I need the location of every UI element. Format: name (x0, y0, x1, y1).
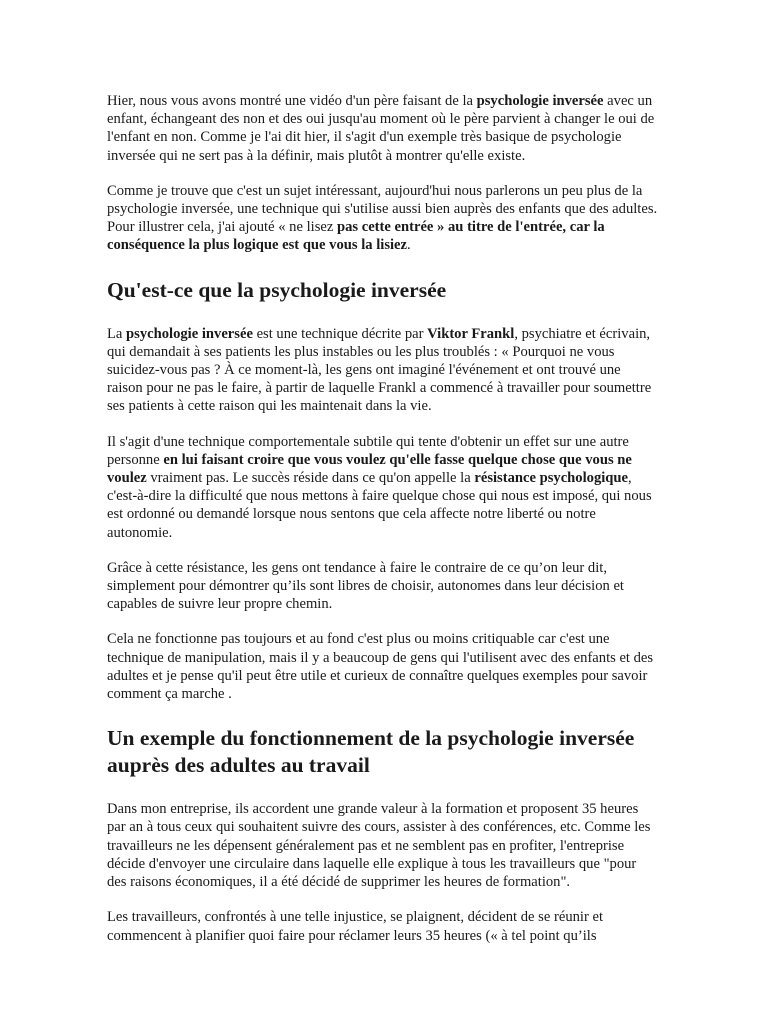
bold-text: Viktor Frankl (427, 325, 515, 342)
bold-text: pas cette entrée » au titre de l'entrée, car la conséquence la plus logique est que vous la lisiez (107, 219, 605, 254)
text-run: Il s'agit d'une technique comportementale subtile qui tente d'obtenir un effet sur une autre personne (107, 433, 629, 468)
section-heading-definition: Qu'est-ce que la psychologie inversée (107, 277, 447, 302)
bold-text: psychologie inversée (126, 325, 253, 342)
paragraph-critique: Cela ne fonctionne pas toujours et au fond c'est plus ou moins critiquable car c'est une technique de manipulation, mais il y a beaucoup de gens qui l'utilisent avec des enfants et des adultes et je pense qu'il peut être utile et curieux de connaître quelques exemples pour savoir comment ça marche . (107, 631, 654, 703)
text-run: , psychiatre et écrivain, qui demandait à ses patients les plus instables ou les plus troublés : « Pourquoi ne vous suicidez-vous pas ? À ce moment-là, les gens ont imaginé l'événement et ont trouvé une raison pour ne pas le faire, à partir de laquelle Frankl a commencé à travailler pour soumettre ses patients à cette raison qui les maintenait dans la vie. (107, 325, 652, 415)
paragraph-frankl (107, 325, 658, 416)
text-run: avec un enfant, échangeant des non et des oui jusqu'au moment où le père parvient à changer le oui de l'enfant en non. Comme je l'ai dit hier, il s'agit d'un exemple très basique de psychologie inversée qui ne sert pas à la définir, mais plutôt à montrer qu'elle existe. (107, 93, 655, 164)
paragraph-technique (107, 433, 658, 542)
paragraph-topic (107, 182, 658, 255)
paragraph-company: Dans mon entreprise, ils accordent une grande valeur à la formation et proposent 35 heures par an à tous ceux qui souhaitent suivre des cours, assister à des conférences, etc. Comme les travailleurs ne les dépensent généralement pas et ne semblent pas en profiter, l'entreprise décide d'envoyer une circulaire dans laquelle elle explique à tous les travailleurs que "pour des raisons économiques, il a été décidé de supprimer les heures de formation". (107, 801, 651, 891)
text-run: Comme je trouve que c'est un sujet intéressant, aujourd'hui nous parlerons un peu plus de la psychologie inversée, une technique qui s'utilise aussi bien auprès des enfants que des adultes. Pour illustrer cela, j'ai ajouté « ne lisez (107, 182, 658, 236)
bold-text: psychologie inversée (476, 93, 604, 109)
text-run: , c'est-à-dire la difficulté que nous mettons à faire quelque chose qui nous est imposé, qui nous est ordonné ou demandé lorsque nous sentons que cela affecte notre liberté ou notre autonomie. (107, 470, 652, 541)
paragraph-intro (107, 92, 658, 165)
bold-text: résistance psychologique (474, 470, 628, 487)
text-run: La (107, 325, 127, 342)
text-run: Hier, nous vous avons montré une vidéo d'un père faisant de la (107, 93, 477, 109)
text-run: est une technique décrite par (252, 325, 428, 342)
section-heading-example: Un exemple du fonctionnement de la psychologie inversée auprès des adultes au travail (107, 726, 635, 778)
text-run: vraiment pas. Le succès réside dans ce qu'on appelle la (146, 470, 475, 487)
bold-text: en lui faisant croire que vous voulez qu'elle fasse quelque chose que vous ne voulez (107, 451, 632, 487)
text-run: . (407, 237, 411, 254)
paragraph-resistance: Grâce à cette résistance, les gens ont tendance à faire le contraire de ce qu’on leur dit, simplement pour démontrer qu’ils sont libres de choisir, autonomes dans leur décision et capables de suivre leur propre chemin. (107, 559, 624, 613)
paragraph-workers: Les travailleurs, confrontés à une telle injustice, se plaignent, décident de se réunir et commencent à planifier quoi faire pour réclamer leurs 35 heures (« à tel point qu’ils (107, 909, 604, 944)
